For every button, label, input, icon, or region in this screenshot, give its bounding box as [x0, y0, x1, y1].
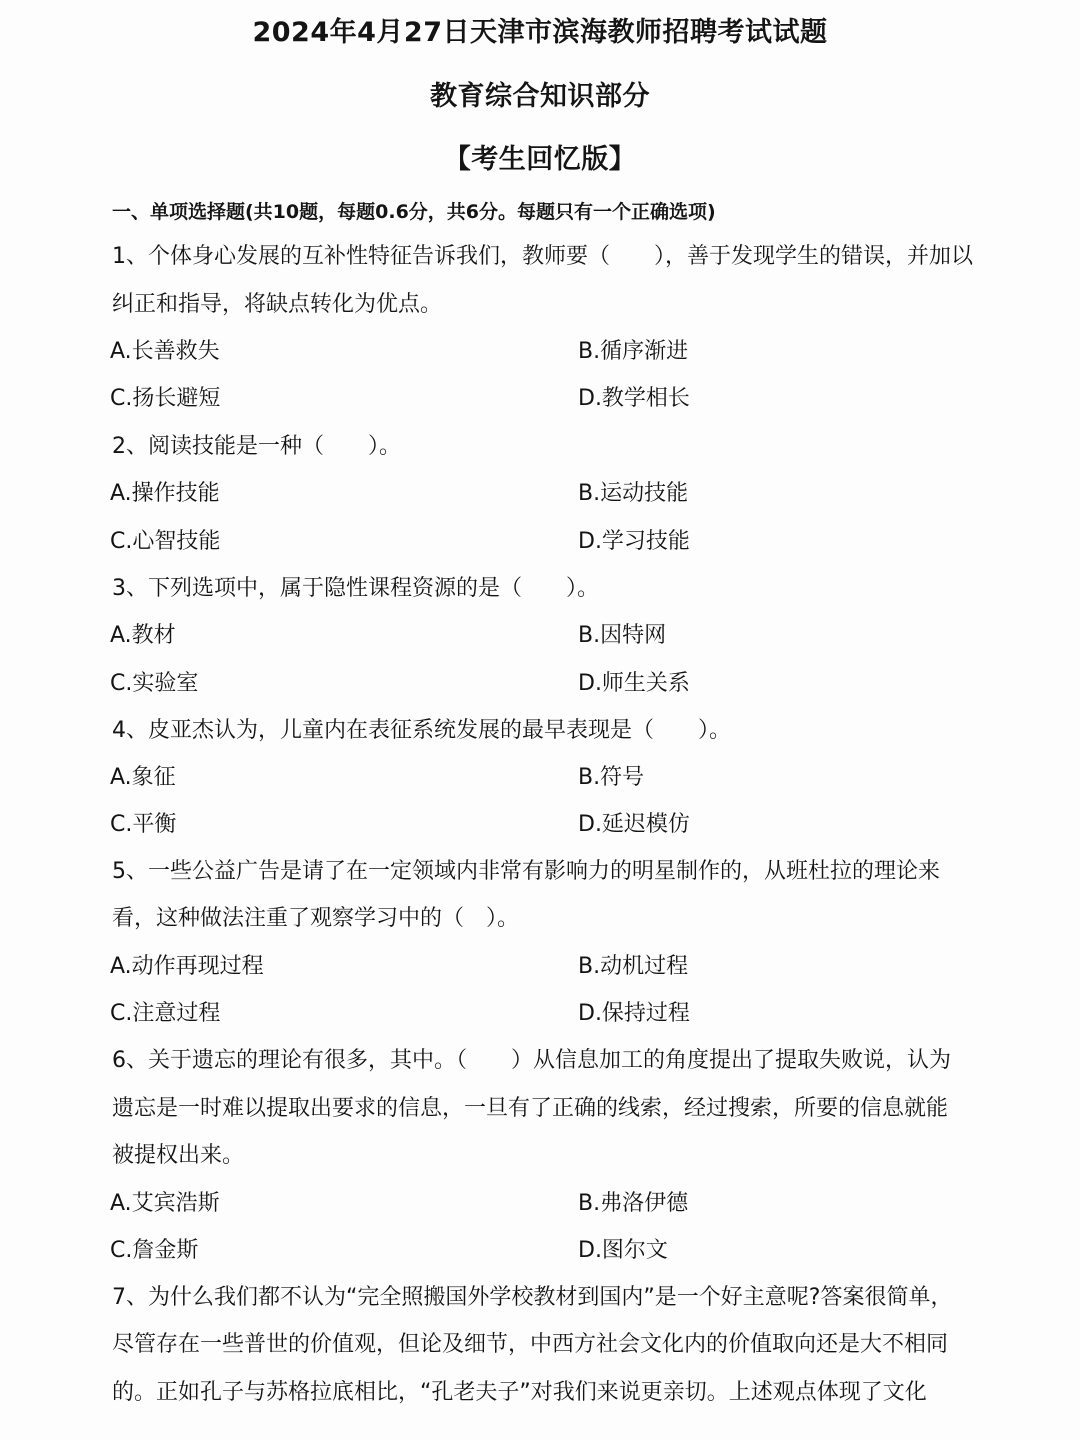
- question-6-option-a: A.艾宾浩斯: [110, 1191, 220, 1216]
- question-5-option-a: A.动作再现过程: [110, 954, 264, 979]
- edition-label: 【考生回忆版】: [443, 144, 637, 175]
- question-5-option-b: B.动机过程: [578, 954, 689, 979]
- question-1-option-a: A.长善救失: [110, 339, 220, 364]
- question-2-option-b: B.运动技能: [578, 481, 689, 506]
- question-2-line-1: 2、阅读技能是一种（ ）。: [112, 434, 401, 459]
- question-1-option-c: C.扬长避短: [110, 386, 221, 411]
- question-7-line-1: 7、为什么我们都不认为“完全照搬国外学校教材到国内”是一个好主意呢?答案很简单，: [112, 1285, 953, 1310]
- question-5-option-d: D.保持过程: [578, 1001, 690, 1026]
- question-5-line-2: 看，这种做法注重了观察学习中的（ ）。: [112, 906, 520, 931]
- question-4-line-1: 4、皮亚杰认为，儿童内在表征系统发展的最早表现是（ ）。: [112, 718, 731, 743]
- question-6-line-3: 被提权出来。: [112, 1143, 245, 1168]
- question-2-option-d: D.学习技能: [578, 529, 690, 554]
- question-3-option-b: B.因特网: [578, 623, 667, 648]
- question-6-option-b: B.弗洛伊德: [578, 1191, 689, 1216]
- question-3-option-d: D.师生关系: [578, 671, 690, 696]
- question-1-option-b: B.循序渐进: [578, 339, 689, 364]
- question-5-line-1: 5、一些公益广告是请了在一定领域内非常有影响力的明星制作的，从班杜拉的理论来: [112, 859, 940, 884]
- question-6-line-2: 遗忘是一时难以提取出要求的信息，一旦有了正确的线索，经过搜索，所要的信息就能: [112, 1096, 949, 1121]
- question-3-option-a: A.教材: [110, 623, 176, 648]
- question-7-line-3: 的。正如孔子与苏格拉底相比，“孔老夫子”对我们来说更亲切。上述观点体现了文化: [112, 1380, 927, 1405]
- question-1-option-d: D.教学相长: [578, 386, 690, 411]
- question-4-option-c: C.平衡: [110, 812, 177, 837]
- question-6-option-c: C.詹金斯: [110, 1238, 199, 1263]
- exam-subtitle: 教育综合知识部分: [430, 81, 650, 112]
- question-2-option-c: C.心智技能: [110, 529, 221, 554]
- question-7-line-2: 尽管存在一些普世的价值观，但论及细节，中西方社会文化内的价值取向还是大不相同: [112, 1332, 949, 1357]
- exam-title: 2024年4月27日天津市滨海教师招聘考试试题: [252, 17, 828, 48]
- question-3-option-c: C.实验室: [110, 671, 199, 696]
- question-5-option-c: C.注意过程: [110, 1001, 221, 1026]
- question-1-line-1: 1、个体身心发展的互补性特征告诉我们，教师要（ ），善于发现学生的错误，并加以: [112, 244, 974, 269]
- question-4-option-a: A.象征: [110, 765, 176, 790]
- question-1-line-2: 纠正和指导，将缺点转化为优点。: [112, 292, 443, 317]
- question-6-option-d: D.图尔文: [578, 1238, 668, 1263]
- question-2-option-a: A.操作技能: [110, 481, 220, 506]
- question-6-line-1: 6、关于遗忘的理论有很多，其中。（ ）从信息加工的角度提出了提取失败说，认为: [112, 1048, 951, 1073]
- question-3-line-1: 3、下列选项中，属于隐性课程资源的是（ ）。: [112, 576, 599, 601]
- question-4-option-b: B.符号: [578, 765, 645, 790]
- section-heading: 一、单项选择题(共10题，每题0.6分，共6分。每题只有一个正确选项): [112, 201, 716, 223]
- question-4-option-d: D.延迟模仿: [578, 812, 690, 837]
